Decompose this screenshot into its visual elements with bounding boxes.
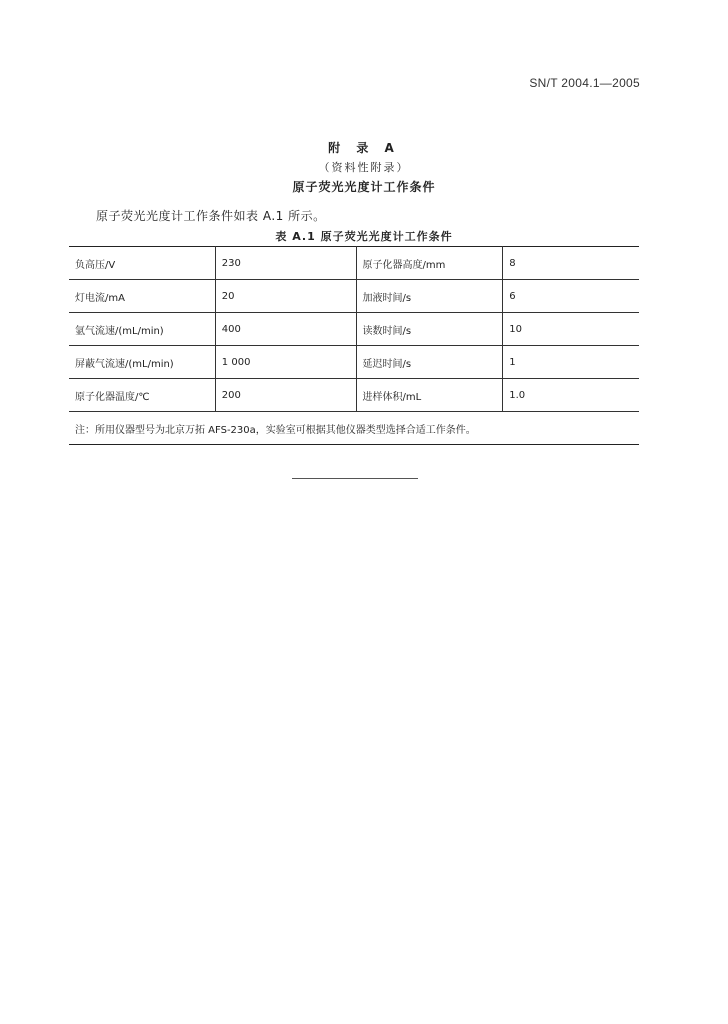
param-label: 负高压/V [69, 247, 215, 280]
param-label: 氩气流速/(mL/min) [69, 313, 215, 346]
table-note-row [69, 412, 639, 445]
param-label: 原子化器高度/mm [356, 247, 503, 280]
param-value: 20 [215, 280, 356, 313]
intro-paragraph: 原子荧光光度计工作条件如表 A.1 所示。 [96, 209, 326, 223]
table-row [69, 313, 639, 346]
param-label: 进样体积/mL [356, 379, 503, 412]
standard-code: SN/T 2004.1—2005 [529, 76, 640, 90]
param-label: 屏蔽气流速/(mL/min) [69, 346, 215, 379]
param-value: 1.0 [503, 379, 639, 412]
appendix-heading: 原子荧光光度计工作条件 [292, 180, 436, 194]
table-row [69, 247, 639, 280]
table-caption: 表 A.1 原子荧光光度计工作条件 [275, 230, 453, 243]
param-value: 8 [503, 247, 639, 280]
appendix-title: 附 录 A [328, 141, 400, 155]
param-value: 1 [503, 346, 639, 379]
param-label: 灯电流/mA [69, 280, 215, 313]
appendix-type: （资料性附录） [318, 161, 410, 174]
param-value: 200 [215, 379, 356, 412]
param-value: 400 [215, 313, 356, 346]
param-label: 加液时间/s [356, 280, 503, 313]
param-value: 10 [503, 313, 639, 346]
table-row [69, 346, 639, 379]
table-row [69, 379, 639, 412]
param-value: 230 [215, 247, 356, 280]
param-label: 延迟时间/s [356, 346, 503, 379]
param-value: 6 [503, 280, 639, 313]
table-note: 注：所用仪器型号为北京万拓 AFS-230a，实验室可根据其他仪器类型选择合适工作条件。 [69, 412, 639, 445]
conditions-table [69, 246, 639, 445]
param-value: 1 000 [215, 346, 356, 379]
end-divider [292, 478, 418, 479]
param-label: 原子化器温度/℃ [69, 379, 215, 412]
param-label: 读数时间/s [356, 313, 503, 346]
table-row [69, 280, 639, 313]
